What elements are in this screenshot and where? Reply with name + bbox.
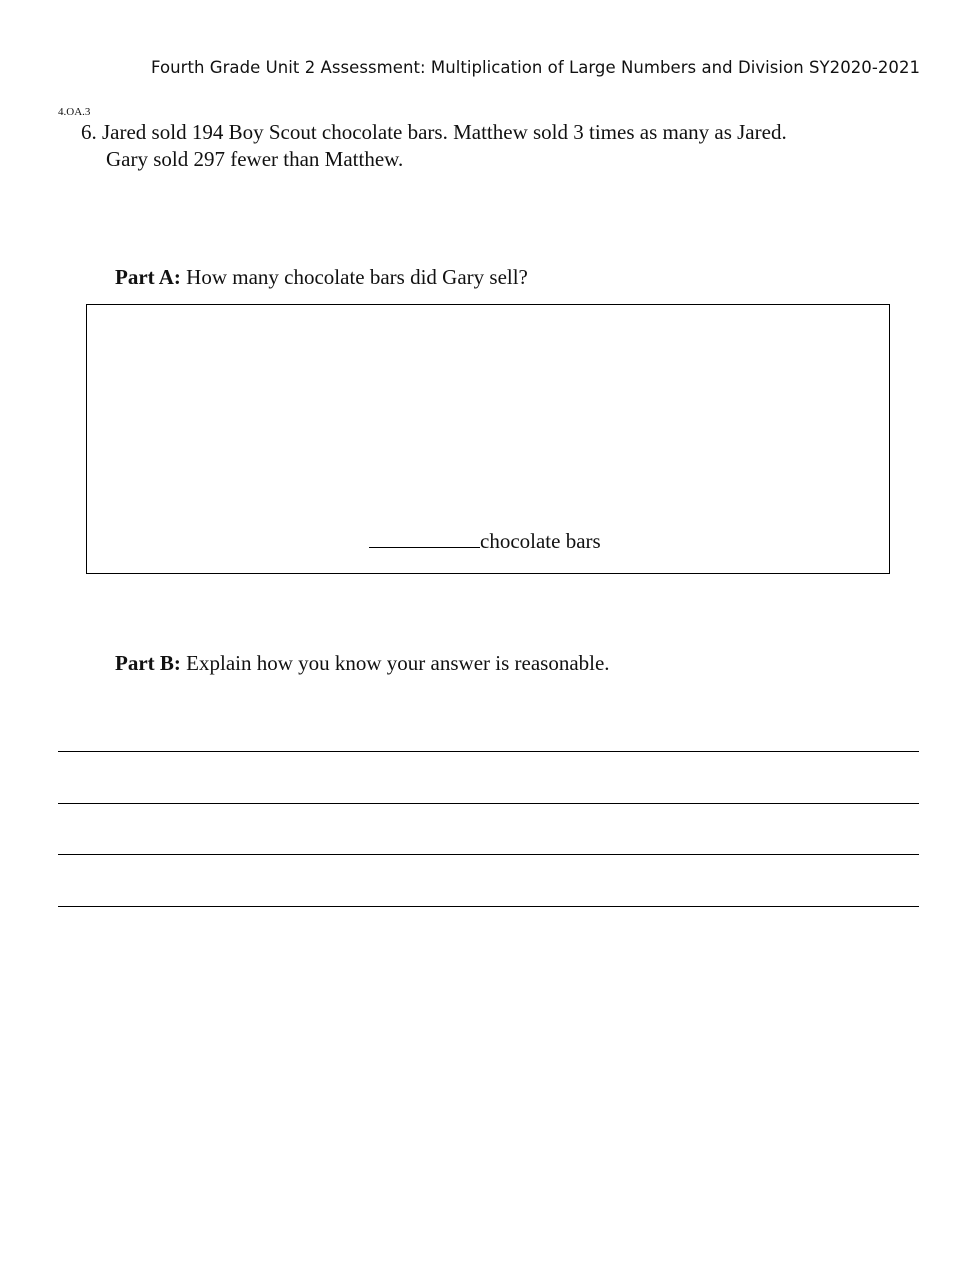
- part-b-prompt: Explain how you know your answer is reasonable.: [180, 651, 610, 675]
- part-a-prompt: How many chocolate bars did Gary sell?: [180, 265, 528, 289]
- standard-code: 4.OA.3: [58, 106, 91, 118]
- question-text-line-2: Gary sold 297 fewer than Matthew.: [106, 147, 404, 171]
- explanation-line-4[interactable]: [58, 906, 919, 907]
- part-b-heading: [115, 651, 610, 676]
- part-b-label: Part B:: [115, 651, 181, 675]
- answer-unit-label: chocolate bars: [480, 529, 601, 553]
- explanation-line-2[interactable]: [58, 803, 919, 804]
- explanation-line-1[interactable]: [58, 751, 919, 752]
- part-a-answer-box[interactable]: [86, 304, 890, 574]
- part-a-heading: [115, 265, 528, 290]
- explanation-line-3[interactable]: [58, 854, 919, 855]
- question-text-line-1: 6. Jared sold 194 Boy Scout chocolate bars. Matthew sold 3 times as many as Jared.: [81, 120, 787, 144]
- answer-blank[interactable]: [369, 527, 480, 548]
- part-a-label: Part A:: [115, 265, 181, 289]
- page-header-title: Fourth Grade Unit 2 Assessment: Multiplication of Large Numbers and Division SY2020-2021: [151, 58, 921, 77]
- answer-line: [369, 527, 601, 554]
